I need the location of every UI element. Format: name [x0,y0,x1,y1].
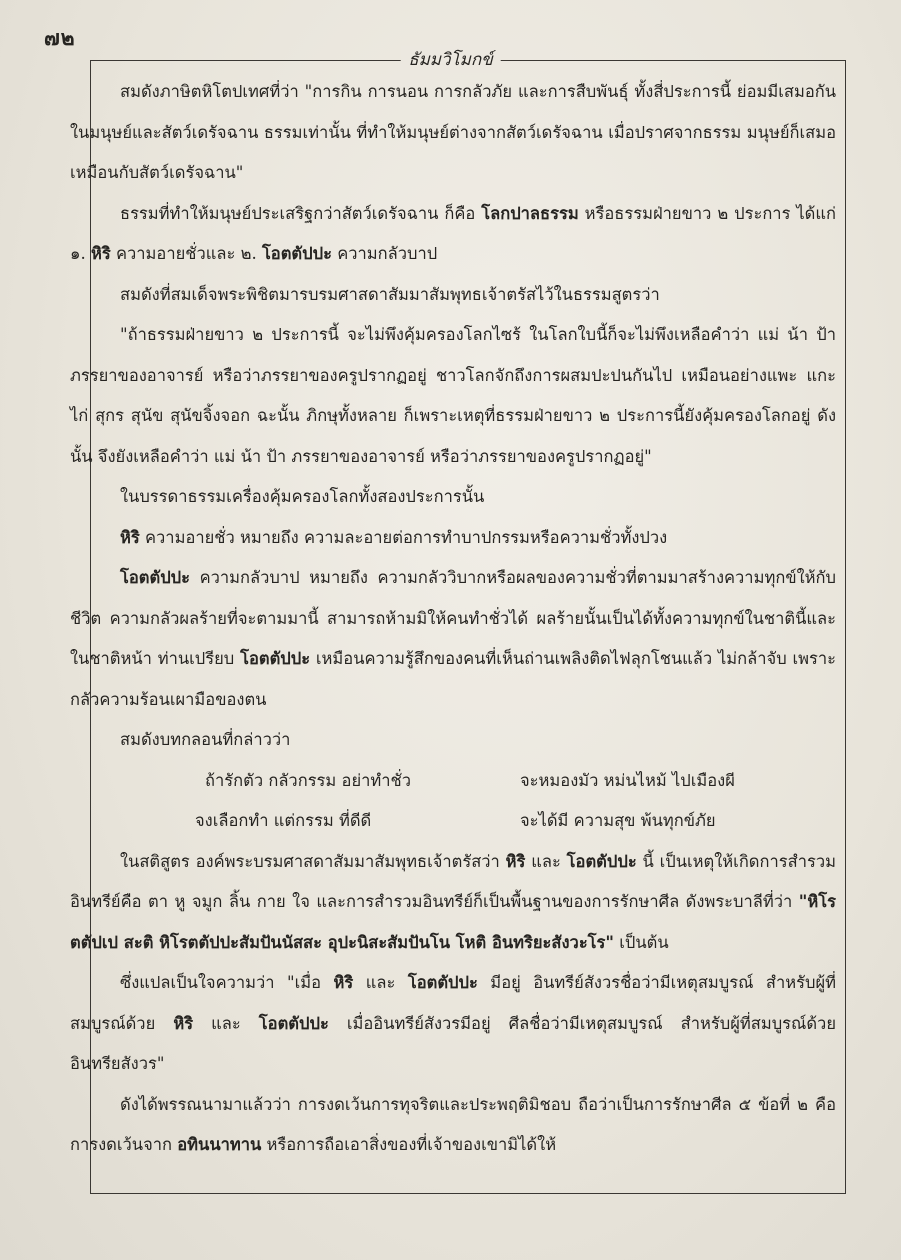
page-number: ๗๒ [44,25,76,50]
paragraph-10: ซึ่งแปลเป็นใจความว่า "เมื่อ หิริ และ โอตตัปปะ มีอยู่ อินทรีย์สังวรชื่อว่ามีเหตุสมบูรณ์ สำหรับผู้ที่สมบูรณ์ด้วย หิริ และ โอตตัปปะ เมื่ออินทรีย์สังวรมีอยู่ ศีลชื่อว่ามีเหตุสมบูรณ์ สำหรับผู้ที่สมบูรณ์ด้วยอินทรียสังวร" [70,973,836,1073]
paragraph-1: สมดังภาษิตหิโตปเทศที่ว่า "การกิน การนอน การกลัวภัย และการสืบพันธุ์ ทั้งสี่ประการนี้ ย่อมมีเสมอกันในมนุษย์และสัตว์เดรัจฉาน ธรรมเท่านั้น ที่ทำให้มนุษย์ต่างจากสัตว์เดรัจฉาน เมื่อปราศจากธรรม มนุษย์ก็เสมอเหมือนกับสัตว์เดรัจฉาน" [70,82,836,182]
paragraph-6: หิริ ความอายชั่ว หมายถึง ความละอายต่อการทำบาปกรรมหรือความชั่วทั้งปวง [120,527,668,547]
paragraph-8: สมดังบทกลอนที่กล่าวว่า [120,730,291,749]
paragraph-2: ธรรมที่ทำให้มนุษย์ประเสริฐกว่าสัตว์เดรัจฉาน ก็คือ โลกปาลธรรม หรือธรรมฝ่ายขาว ๒ ประการ ได้แก่ ๑. หิริ ความอายชั่วและ ๒. โอตตัปปะ ความกลัวบาป [70,203,836,263]
paragraph-3: สมดังที่สมเด็จพระพิชิตมารบรมศาสดาสัมมาสัมพุทธเจ้าตรัสไว้ในธรรมสูตรว่า [120,284,660,304]
running-header: ธัมมวิโมกข์ [400,46,501,73]
verse-1-second-half: จะหมองมัว หม่นไหม้ ไปเมืองผี [520,770,735,790]
paragraph-5: ในบรรดาธรรมเครื่องคุ้มครองโลกทั้งสองประการนั้น [120,487,485,506]
page-body [70,72,836,1166]
verse-line-2 [70,801,836,842]
verse-line-1 [70,761,836,802]
paragraph-11: ดังได้พรรณนามาแล้วว่า การงดเว้นการทุจริตและประพฤติมิชอบ ถือว่าเป็นการรักษาศีล ๕ ข้อที่ ๒ คือการงดเว้นจาก อทินนาทาน หรือการถือเอาสิ่งของที่เจ้าของเขามิได้ให้ [70,1094,836,1154]
verse-2-first-half: จงเลือกทำ แต่กรรม ที่ดีดี [195,811,372,830]
verse-2-second-half: จะได้มี ความสุข พ้นทุกข์ภัย [520,811,716,830]
verse-1-first-half: ถ้ารักตัว กลัวกรรม อย่าทำชั่ว [205,770,411,790]
paragraph-7: โอตตัปปะ ความกลัวบาป หมายถึง ความกลัววิบากหรือผลของความชั่วที่ตามมาสร้างความทุกข์ให้กับชีวิต ความกลัวผลร้ายที่จะตามมานี้ สามารถห้ามมิให้คนทำชั่วได้ ผลร้ายนั้นเป็นได้ทั้งความทุกข์ในชาตินี้และในชาติหน้า ท่านเปรียบ โอตตัปปะ เหมือนความรู้สึกของคนที่เห็นถ่านเพลิงติดไฟลุกโชนแล้ว ไม่กล้าจับ เพราะกลัวความร้อนเผามือของตน [70,568,836,709]
paragraph-9: ในสติสูตร องค์พระบรมศาสดาสัมมาสัมพุทธเจ้าตรัสว่า หิริ และ โอตตัปปะ นี้ เป็นเหตุให้เกิดการสำรวมอินทรีย์คือ ตา หู จมูก ลิ้น กาย ใจ และการสำรวมอินทรีย์ก็เป็นพื้นฐานของการรักษาศีล ดังพระบาลีที่ว่า "หิโรตตัปเป สะติ หิโรตตัปปะสัมปันนัสสะ อุปะนิสะสัมปันโน โหติ อินทริยะสังวะโร" เป็นต้น [70,851,836,952]
paragraph-4-quote: "ถ้าธรรมฝ่ายขาว ๒ ประการนี้ จะไม่พึงคุ้มครองโลกไซร้ ในโลกใบนี้ก็จะไม่พึงเหลือคำว่า แม่ น้า ป้า ภรรยาของอาจารย์ หรือว่าภรรยาของครูปรากฏอยู่ ชาวโลกจักถึงการผสมปะปนกันไป เหมือนอย่างแพะ แกะ ไก่ สุกร สุนัข สุนัขจิ้งจอก ฉะนั้น ภิกษุทั้งหลาย ก็เพราะเหตุที่ธรรมฝ่ายขาว ๒ ประการนี้ยังคุ้มครองโลกอยู่ ดังนั้น จึงยังเหลือคำว่า แม่ น้า ป้า ภรรยาของอาจารย์ หรือว่าภรรยาของครูปรากฏอยู่" [70,325,836,466]
